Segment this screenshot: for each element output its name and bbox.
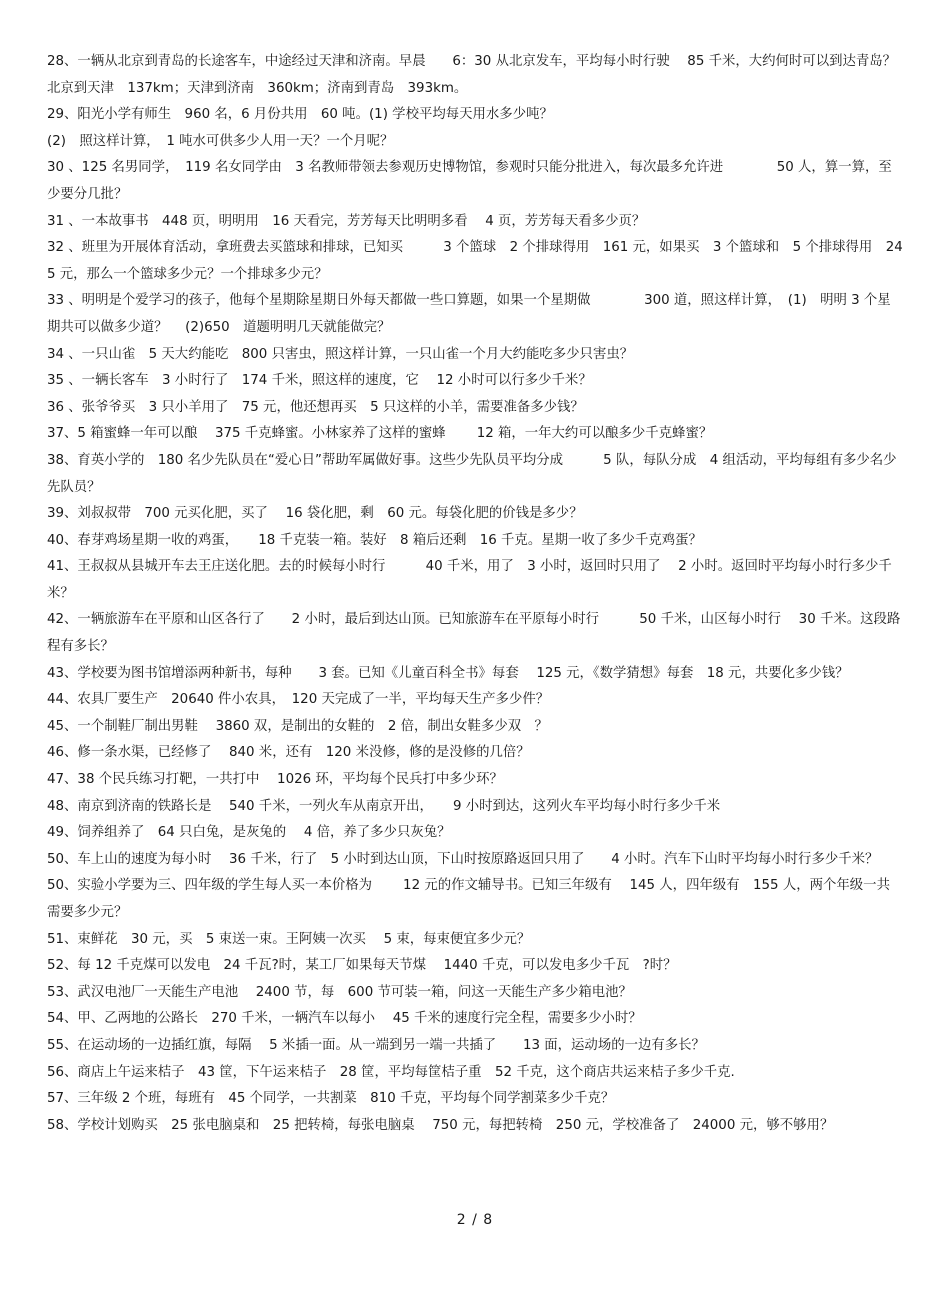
problem-paragraph: 42、一辆旅游车在平原和山区各行了 2 小时，最后到达山顶。已知旅游车在平原每小时行 50 千米，山区每小时行 30 千米。这段路程有多长？: [47, 612, 901, 655]
problem-paragraph: 29、阳光小学有师生 960 名，6 月份共用 60 吨。(1) 学校平均每天用水多少吨？: [47, 107, 553, 123]
problem-paragraph: 56、商店上午运来桔子 43 筐，下午运来桔子 28 筐，平均每筐桔子重 52 千克，这个商店共运来桔子多少千克.: [47, 1064, 735, 1080]
problem-paragraph: 52、每 12 千克煤可以发电 24 千瓦?时，某工厂如果每天节煤 1440 千克，可以发电多少千瓦 ?时？: [47, 958, 677, 974]
problem-paragraph: 53、武汉电池厂一天能生产电池 2400 节，每 600 节可装一箱，问这一天能生产多少箱电池？: [47, 984, 632, 1000]
problem-paragraph: 38、育英小学的 180 名少先队员在“爱心日”帮助军属做好事。这些少先队员平均分成 5 队，每队分成 4 组活动，平均每组有多少名少先队员？: [47, 452, 897, 495]
problem-paragraph: 45、一个制鞋厂制出男鞋 3860 双，是制出的女鞋的 2 倍，制出女鞋多少双 ？: [47, 718, 548, 734]
problem-paragraph: 46、修一条水渠，已经修了 840 米，还有 120 米没修，修的是没修的几倍？: [47, 745, 530, 761]
problem-paragraph: 39、刘叔叔带 700 元买化肥，买了 16 袋化肥，剩 60 元。每袋化肥的价钱是多少？: [47, 506, 583, 522]
problem-paragraph: 30 、125 名男同学， 119 名女同学由 3 名教师带领去参观历史博物馆，参观时只能分批进入，每次最多允许进 50 人，算一算，至少要分几批？: [47, 160, 892, 202]
problem-paragraph: 43、学校要为图书馆增添两种新书，每种 3 套。已知《儿童百科全书》每套 125 元，《数学猜想》每套 18 元，共要化多少钱？: [47, 665, 849, 681]
problem-paragraph: 31 、一本故事书 448 页，明明用 16 天看完，芳芳每天比明明多看 4 页，芳芳每天看多少页？: [47, 213, 646, 229]
problem-paragraph: 55、在运动场的一边插红旗，每隔 5 米插一面。从一端到另一端一共插了 13 面，运动场的一边有多长？: [47, 1037, 705, 1053]
problem-paragraph: 51、束鲜花 30 元，买 5 束送一束。王阿姨一次买 5 束，每束便宜多少元？: [47, 931, 531, 947]
problem-paragraph: 36 、张爷爷买 3 只小羊用了 75 元，他还想再买 5 只这样的小羊，需要准备多少钱？: [47, 399, 584, 415]
problem-paragraph: 49、饲养组养了 64 只白兔，是灰兔的 4 倍，养了多少只灰兔？: [47, 825, 451, 841]
problem-list: [47, 49, 903, 1139]
problem-paragraph: 50、车上山的速度为每小时 36 千米，行了 5 小时到达山顶，下山时按原路返回只用了 4 小时。汽车下山时平均每小时行多少千米？: [47, 851, 879, 867]
problem-paragraph: 50、实验小学要为三、四年级的学生每人买一本价格为 12 元的作文辅导书。已知三年级有 145 人，四年级有 155 人，两个年级一共需要多少元？: [47, 878, 890, 920]
problem-paragraph: 54、甲、乙两地的公路长 270 千米，一辆汽车以每小 45 千米的速度行完全程，需要多少小时？: [47, 1011, 642, 1027]
problem-paragraph: 44、农具厂要生产 20640 件小农具， 120 天完成了一半，平均每天生产多少件？: [47, 692, 550, 708]
problem-paragraph: 34 、一只山雀 5 天大约能吃 800 只害虫，照这样计算，一只山雀一个月大约能吃多少只害虫？: [47, 346, 634, 362]
problem-paragraph: 47、38 个民兵练习打靶，一共打中 1026 环，平均每个民兵打中多少环？: [47, 772, 503, 788]
problem-paragraph: 37、5 箱蜜蜂一年可以酿 375 千克蜂蜜。小林家养了这样的蜜蜂 12 箱，一年大约可以酿多少千克蜂蜜？: [47, 426, 713, 442]
problem-paragraph: 33 、明明是个爱学习的孩子，他每个星期除星期日外每天都做一些口算题，如果一个星期做 300 道，照这样计算， (1) 明明 3 个星期共可以做多少道？ (2)650 道题明明几天就能做完？: [47, 293, 891, 335]
problem-paragraph: 35 、一辆长客车 3 小时行了 174 千米，照这样的速度，它 12 小时可以行多少千米？: [47, 373, 592, 389]
problem-paragraph: 58、学校计划购买 25 张电脑桌和 25 把转椅，每张电脑桌 750 元，每把转椅 250 元，学校准备了 24000 元，够不够用？: [47, 1117, 834, 1133]
problem-paragraph: 32 、班里为开展体育活动，拿班费去买篮球和排球，已知买 3 个篮球 2 个排球得用 161 元，如果买 3 个篮球和 5 个排球得用 245 元，那么一个篮球多少元？一个排球多少元？: [47, 240, 903, 282]
problem-paragraph: 48、南京到济南的铁路长是 540 千米，一列火车从南京开出， 9 小时到达，这列火车平均每小时行多少千米: [47, 798, 721, 814]
problem-paragraph: 40、春芽鸡场星期一收的鸡蛋， 18 千克装一箱。装好 8 箱后还剩 16 千克。星期一收了多少千克鸡蛋？: [47, 532, 702, 548]
problem-paragraph: 41、王叔叔从县城开车去王庄送化肥。去的时候每小时行 40 千米，用了 3 小时，返回时只用了 2 小时。返回时平均每小时行多少千米？: [47, 559, 892, 601]
problem-paragraph: 北京到天津 137km；天津到济南 360km；济南到青岛 393km。: [47, 80, 468, 96]
problem-paragraph: (2) 照这样计算， 1 吨水可供多少人用一天？一个月呢？: [47, 133, 394, 149]
problem-paragraph: 57、三年级 2 个班，每班有 45 个同学，一共割菜 810 千克，平均每个同学割菜多少千克？: [47, 1091, 615, 1107]
page-number: 2 / 8: [456, 1212, 494, 1228]
problem-paragraph: 28、一辆从北京到青岛的长途客车，中途经过天津和济南。早晨 6：30 从北京发车，平均每小时行驶 85 千米，大约何时可以到达青岛？: [47, 54, 897, 69]
